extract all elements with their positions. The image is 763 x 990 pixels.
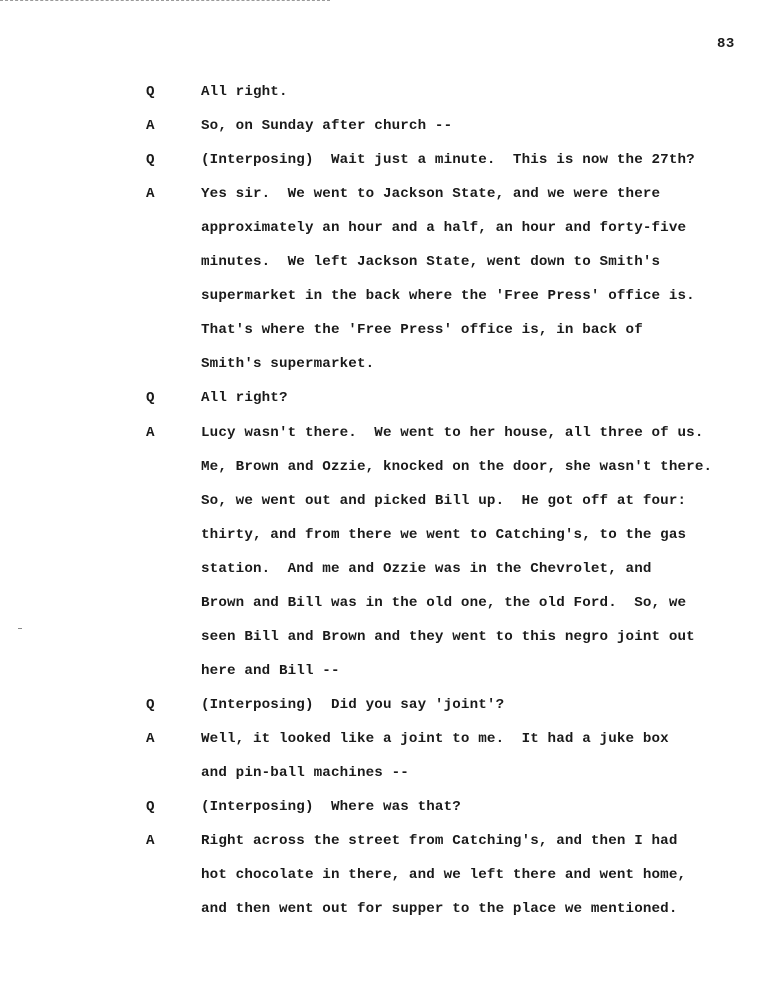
answer-marker: A: [146, 730, 155, 747]
transcript-line: [0, 388, 763, 408]
answer-marker: A: [146, 833, 155, 850]
transcript-line: [0, 865, 763, 885]
answer-marker: A: [146, 118, 155, 134]
transcript-line: [0, 184, 763, 204]
transcript-line: [0, 320, 763, 340]
transcript-line: [0, 899, 763, 919]
question-marker: Q: [146, 696, 155, 713]
transcript-line: [0, 627, 763, 647]
transcript-line: [0, 252, 763, 272]
transcript-line: [0, 286, 763, 306]
transcript-text: and pin-ball machines --: [201, 765, 409, 781]
transcript-text: Yes sir. We went to Jackson State, and we were there: [201, 186, 661, 203]
transcript-line: [0, 695, 763, 715]
transcript-text: station. And me and Ozzie was in the Chevrolet, and: [201, 560, 652, 577]
transcript-text: That's where the 'Free Press' office is, in back of: [201, 322, 643, 339]
question-marker: Q: [146, 390, 155, 407]
transcript-text: (Interposing) Did you say 'joint'?: [201, 696, 505, 713]
question-marker: Q: [146, 84, 155, 100]
transcript-text: Me, Brown and Ozzie, knocked on the door, she wasn't there.: [201, 458, 713, 475]
question-marker: Q: [146, 799, 155, 815]
transcript-text: here and Bill --: [201, 662, 340, 679]
transcript-line: [0, 82, 763, 102]
transcript-text: supermarket in the back where the 'Free Press' office is.: [201, 288, 695, 305]
transcript-text: minutes. We left Jackson State, went down to Smith's: [201, 254, 661, 271]
transcript-text: Well, it looked like a joint to me. It had a juke box: [201, 730, 669, 747]
transcript-text: hot chocolate in there, and we left there and went home,: [201, 867, 687, 884]
transcript-line: [0, 593, 763, 613]
transcript-line: [0, 831, 763, 851]
transcript-text: Smith's supermarket.: [201, 356, 375, 373]
transcript-line: [0, 116, 763, 136]
transcript-line: [0, 150, 763, 170]
page-number: 83: [717, 36, 735, 52]
transcript-line: [0, 797, 763, 817]
transcript-text: approximately an hour and a half, an hour and forty-five: [201, 220, 687, 237]
answer-marker: A: [146, 424, 155, 441]
transcript-text: (Interposing) Wait just a minute. This is now the 27th?: [201, 152, 695, 169]
transcript-line: [0, 559, 763, 579]
transcript-text: Right across the street from Catching's, and then I had: [201, 833, 678, 850]
transcript-text: Lucy wasn't there. We went to her house, all three of us.: [201, 424, 704, 441]
transcript-line: [0, 218, 763, 238]
transcript-text: (Interposing) Where was that?: [201, 799, 461, 815]
transcript-line: [0, 423, 763, 443]
question-marker: Q: [146, 152, 155, 169]
transcript-line: [0, 491, 763, 511]
transcript-text: So, we went out and picked Bill up. He got off at four:: [201, 492, 687, 509]
transcript-text: So, on Sunday after church --: [201, 118, 453, 134]
transcript-text: All right.: [201, 84, 288, 100]
answer-marker: A: [146, 186, 155, 203]
transcript-text: thirty, and from there we went to Catching's, to the gas: [201, 526, 687, 543]
transcript-line: [0, 729, 763, 749]
transcript-line: [0, 354, 763, 374]
transcript-line: [0, 457, 763, 477]
transcript-line: [0, 661, 763, 681]
transcript-text: Brown and Bill was in the old one, the old Ford. So, we: [201, 594, 687, 611]
transcript-text: and then went out for supper to the place we mentioned.: [201, 901, 678, 918]
transcript-line: [0, 763, 763, 783]
transcript-text: All right?: [201, 390, 288, 407]
transcript-text: seen Bill and Brown and they went to this negro joint out: [201, 628, 695, 645]
transcript-line: [0, 525, 763, 545]
